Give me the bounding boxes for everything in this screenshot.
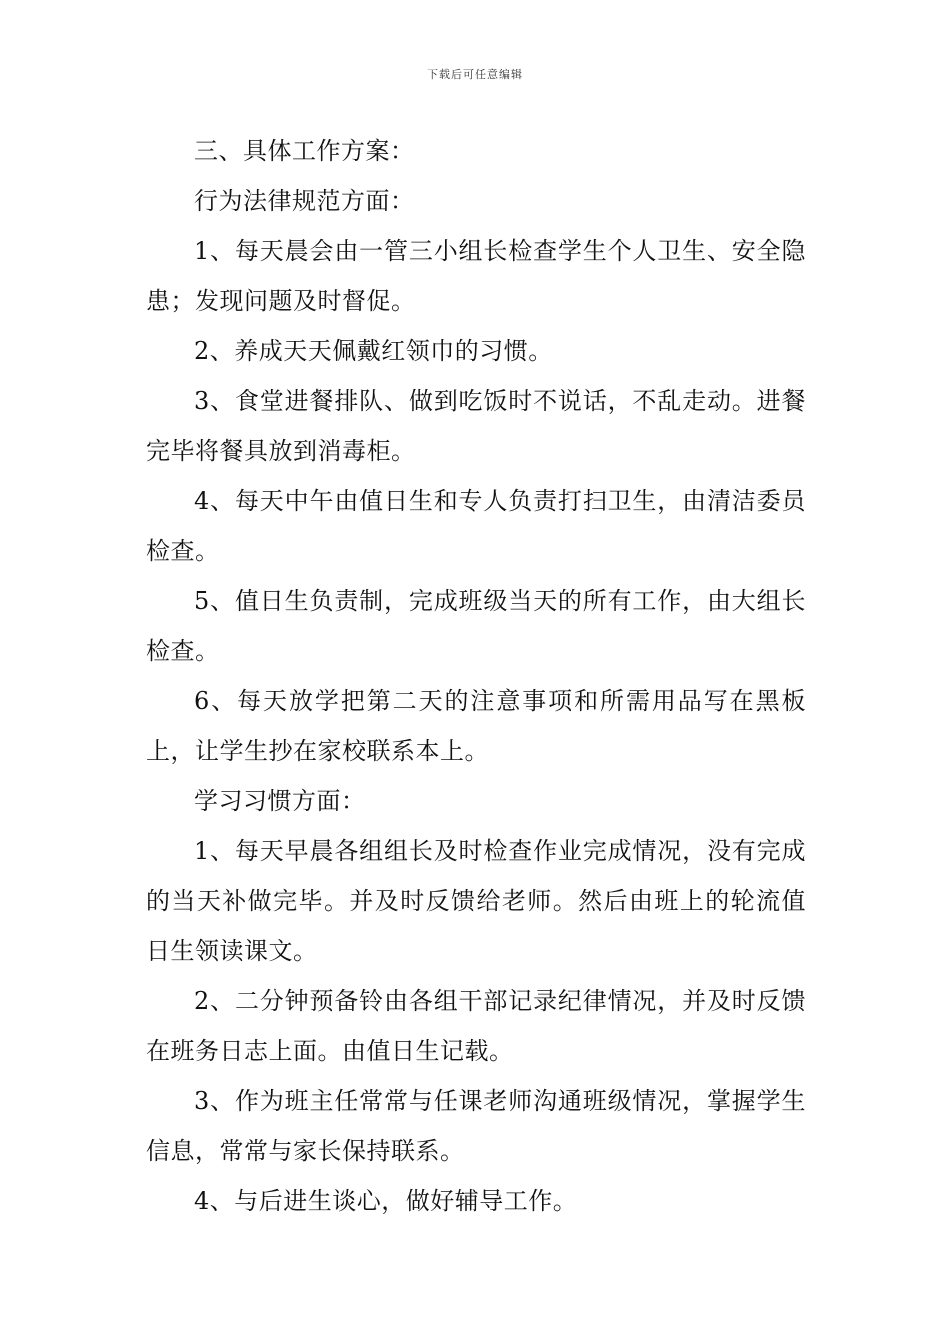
document-body bbox=[146, 126, 806, 1226]
list-item: 6、每天放学把第二天的注意事项和所需用品写在黑板上，让学生抄在家校联系本上。 bbox=[146, 687, 806, 765]
list-item: 1、每天晨会由一管三小组长检查学生个人卫生、安全隐患；发现问题及时督促。 bbox=[146, 237, 806, 315]
list-item: 3、作为班主任常常与任课老师沟通班级情况，掌握学生信息，常常与家长保持联系。 bbox=[146, 1087, 806, 1165]
list-item: 5、值日生负责制，完成班级当天的所有工作，由大组长检查。 bbox=[146, 587, 806, 665]
list-item: 1、每天早晨各组组长及时检查作业完成情况，没有完成的当天补做完毕。并及时反馈给老师。然后由班上的轮流值日生领读课文。 bbox=[146, 837, 806, 965]
list-item: 4、每天中午由值日生和专人负责打扫卫生，由清洁委员检查。 bbox=[146, 487, 806, 565]
section-heading: 三、具体工作方案： bbox=[194, 137, 415, 165]
subsection-heading: 学习习惯方面： bbox=[194, 787, 366, 815]
list-item: 2、养成天天佩戴红领巾的习惯。 bbox=[194, 337, 553, 365]
subsection-heading: 行为法律规范方面： bbox=[194, 187, 415, 215]
page-header-note: 下载后可任意编辑 bbox=[427, 68, 523, 81]
list-item: 2、二分钟预备铃由各组干部记录纪律情况，并及时反馈在班务日志上面。由值日生记载。 bbox=[146, 987, 806, 1065]
list-item: 3、食堂进餐排队、做到吃饭时不说话，不乱走动。进餐完毕将餐具放到消毒柜。 bbox=[146, 387, 806, 465]
list-item: 4、与后进生谈心，做好辅导工作。 bbox=[194, 1187, 578, 1215]
